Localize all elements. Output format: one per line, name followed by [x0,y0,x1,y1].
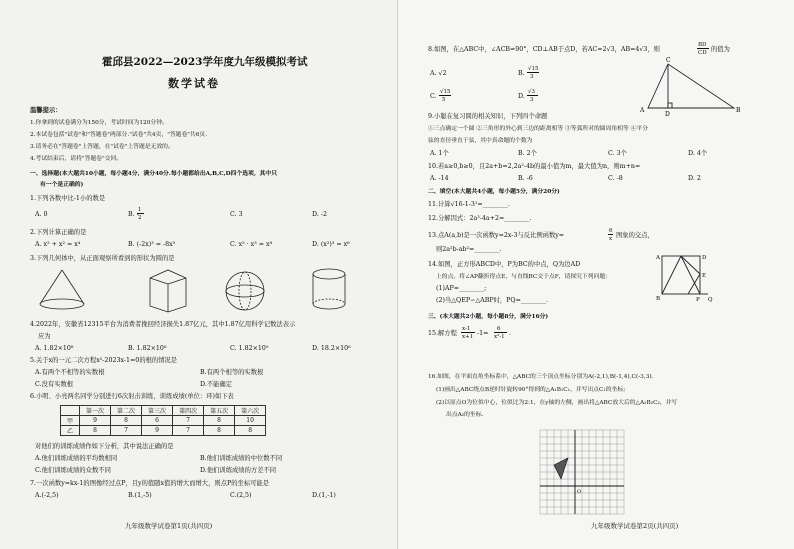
table-cell: 乙 [61,426,80,436]
table-cell: 7 [173,416,204,426]
q15-text: 15.解方程 [428,330,457,337]
q4-option-d: D. 18.2×10⁸ [312,345,351,352]
q10-option-c: C. -8 [608,175,623,182]
q10-option-d: D. 2 [688,175,701,182]
table-cell: 9 [80,416,111,426]
q16-text: 16.如图，在平面直角坐标系中，△ABC的三个顶点坐标分别为A(-2,1),B(-1,4),C(-3,3). [428,374,654,380]
table-cell: 6 [142,416,173,426]
table-header-cell: 第四次 [173,406,204,416]
q14-label-q: Q [708,297,713,303]
q8-option-c-label: C. [430,93,437,100]
q15-middle: -1= [477,330,489,337]
q14-label-p: P [696,297,700,303]
q3-solids-figure [0,266,397,316]
q9-line3: 弦的直径垂直于弦，其中真命题的个数为 [428,138,533,144]
notice-3: 3.请务必在"答题卷"上答题，在"试卷"上答题是无效的。 [30,144,174,150]
q14-part1: (1)AP=________; [436,285,487,292]
q8-option-c-numerator: √15 [440,89,451,95]
table-header-cell: 第六次 [235,406,266,416]
q7-option-b: B.(1,-5) [128,492,152,499]
q14-label-d: D [702,255,707,261]
q5-option-c: C.没有实数根 [35,381,74,388]
table-cell: 7 [111,426,142,436]
section3-heading: 三、(本大题共2小题，每小题8分，满分16分) [428,314,549,320]
q15-right-denominator: x²-1 [494,334,505,340]
q14-square-figure [656,252,716,302]
q14-label-a: A [656,255,660,261]
q13-text-cont: 则2a²b-ab²=________. [436,246,502,253]
table-header-cell: 第一次 [80,406,111,416]
q5-option-d: D.不能确定 [200,381,233,388]
table-cell: 8 [204,426,235,436]
q4-option-a: A. 1.82×10⁸ [35,345,74,352]
q8-label-b: B [736,107,741,114]
q8-option-a: A. √2 [430,70,447,77]
notice-title: 温馨提示： [30,107,62,114]
q16-part1: (1)画出△ABC绕点B逆时针旋转90°得到的△A₁B₁C₁，并写出点C₁的坐标; [436,387,626,393]
q6-option-a: A.他们训练成绩的平均数相同 [35,455,118,462]
left-page-footer: 九年级数学试卷第1页(共四页) [125,522,213,530]
table-cell: 8 [204,416,235,426]
q4-option-c: C. 1.82×10⁹ [230,345,269,352]
table-row [61,416,266,426]
q14-text: 14.如图，正方形ABCD中，P为BC的中点，Q为边AD [428,261,581,268]
q1-option-d: D. -2 [312,211,327,218]
table-cell: 甲 [61,416,80,426]
q2-stem: 2.下列计算正确的是 [30,229,87,236]
q10-stem: 10.若a≥0,b≥0，且2a+b=2,2a²-4b的最小值为m，最大值为n，则m+n= [428,163,641,170]
q8-label-d: D [665,111,670,118]
q9-option-b: B. 2个 [518,150,537,157]
q8-option-b-label: B. [518,70,525,77]
q1-option-a: A. 0 [35,211,48,218]
q9-stem: 9.小聪在复习圆的相关知识，下列四个命题 [428,113,548,120]
right-page [398,0,794,549]
q5-option-b: B.有两个相等的实数根 [200,369,264,376]
q2-option-a: A. x² + x² = x⁴ [35,241,81,248]
q8-stem: 8.如图，在△ABC中，∠ACB=90°，CD⊥AB于点D，若AC=2√3，AB=4√3，则 [428,46,660,53]
q11-text: 11.计算√16-1-3¹=________. [428,201,510,208]
q8-option-d-denominator: 3 [530,97,534,103]
q1-stem: 1.下列各数中比-1小的数是 [30,195,106,202]
q9-option-a: A. 1个 [430,150,449,157]
notice-1: 1.你拿到的试卷满分为150分，考试时间为120分钟。 [30,120,168,126]
table-cell: 9 [142,426,173,436]
q2-option-b: B. (-2x)³ = -8x³ [128,241,176,248]
q9-option-d: D. 4个 [688,150,708,157]
exam-title: 霍邱县2022—2023学年度九年级模拟考试 [102,56,308,68]
q8-option-d-numerator: √3 [528,89,536,95]
origin-label: O [577,489,582,495]
q13-fraction-denominator: x [609,236,613,242]
table-header-cell: 第三次 [142,406,173,416]
q6-option-b: B.他们训练成绩的中位数不同 [200,455,283,462]
q8-stem-end: 的值为 [711,46,730,53]
q7-option-a: A.(-2,5) [35,492,59,499]
sphere-figure [226,272,264,310]
table-cell: 8 [235,426,266,436]
section1-heading: 一、选择题(本大题共10小题，每小题4分，满分40分.每小题都给出A,B,C,D四个选项，其中只 [30,171,278,177]
q6-analysis-text: 对他们的训练成绩作如下分析，其中说法正确的是 [35,443,174,450]
table-header-row [61,406,266,416]
q10-option-a: A. -14 [430,175,449,182]
cylinder-figure [313,269,345,309]
q1-option-b-denominator: 2 [138,215,142,221]
q4-stem-cont: 应为 [38,333,51,340]
q5-stem: 5.关于x的一元二次方程x²-2023x-1=0的根的情况是 [30,357,178,364]
q7-stem: 7.一次函数y=kx-1的图像经过点P，且y的值随x值的增大而增大，则点P的坐标可能是 [30,480,270,487]
q8-option-b-numerator: √15 [528,66,539,72]
q9-option-c: C. 3个 [608,150,627,157]
q12-text: 12.分解因式：2a³-4a+2=________. [428,215,532,222]
table-row [61,426,266,436]
q14-label-b: B [656,296,661,302]
table-cell: 7 [173,426,204,436]
q8-option-c-denominator: 5 [442,97,446,103]
q8-option-b-denominator: 3 [530,74,534,80]
q16-coordinate-grid [540,430,624,514]
exam-subtitle: 数学试卷 [168,77,220,90]
table-cell: 10 [235,416,266,426]
q3-stem: 3.下列几何体中，从正面观察所看到的形状为圆的是 [30,255,175,262]
q6-option-c: C.他们训练成绩的众数不同 [35,467,111,474]
q16-part2-cont: 出点A₂的坐标. [446,412,484,418]
table-cell: 8 [80,426,111,436]
q8-option-d-label: D. [518,93,525,100]
q8-label-c: C [666,57,671,64]
table-header-cell: 第五次 [204,406,235,416]
q13-text-end: 图象的交点， [616,232,654,239]
q8-ratio-numerator: BD [698,42,707,48]
q6-option-d: D.他们训练成绩的方差不同 [200,467,277,474]
q14-label-e: E [702,273,707,279]
cone-figure [40,270,84,309]
q15-left-denominator: x+1 [462,334,474,340]
q13-fraction-numerator: 6 [609,228,613,234]
q8-ratio-denominator: CD [698,50,707,56]
q8-label-a: A [640,107,645,114]
q4-option-b: B. 1.82×10⁸ [128,345,167,352]
prism-figure [150,270,186,312]
q15-right-numerator: 6 [497,326,501,332]
notice-2: 2.本试卷包括"试卷"和"答题卷"两部分."试卷"共4页，"答题卷"共6页. [30,132,208,138]
q8-triangle-figure [638,56,758,116]
right-page-footer: 九年级数学试卷第2页(共四页) [591,522,679,530]
q16-part2: (2)以原点O为位似中心，位似比为2:1，在y轴的左侧，画出将△ABC放大后的△A₂B₂C₂，并写 [436,400,678,406]
q2-option-d: D. (x²)³ = x⁶ [312,241,350,248]
q6-stem: 6.小明、小亮两名同学分别进行6次射击训练，训练成绩(单位：环)如下表 [30,393,234,400]
q14-part2: (2)当△QEP∽△ABP时，PQ=________. [436,297,549,304]
q10-option-b: B. -6 [518,175,533,182]
q9-line2: ①三点确定一个圆 ②三角形的外心到三边的距离相等 ③等弧所对的圆周角相等 ④平分 [428,126,649,132]
q14-text-cont: 上的点，将∠AP翻折得点E，与直线BC交于点F，请探究下列问题： [436,274,611,280]
q1-option-b: B. - [128,211,139,218]
q7-option-c: C.(2,5) [230,492,252,499]
q13-text: 13.点A(a,b)是一次函数y=2x-3与反比例函数y= [428,232,565,239]
table-cell: 8 [111,416,142,426]
q4-stem: 4.2022年，安徽省12315平台为消费者挽回经济损失1.87亿元，其中1.87亿用科学记数法表示 [30,321,296,328]
table-header-cell [61,406,80,416]
q1-option-c: C. 3 [230,211,243,218]
section1-heading-cont: 有一个是正确的) [40,182,84,188]
q5-option-a: A.有两个不相等的实数根 [35,369,105,376]
notice-4: 4.考试结束后，请将"答题卷"交回。 [30,156,123,162]
table-header-cell: 第二次 [111,406,142,416]
q2-option-c: C. x⁵ · x³ = x⁸ [230,241,273,248]
q15-left-numerator: x-1 [462,326,471,332]
q1-option-b-numerator: 1 [138,207,142,213]
q7-option-d: D.(1,-1) [312,492,336,499]
q6-score-table [60,405,266,436]
q15-end: . [509,330,512,337]
section2-heading: 二、填空(本大题共4小题，每小题5分，满分20分) [428,189,560,195]
